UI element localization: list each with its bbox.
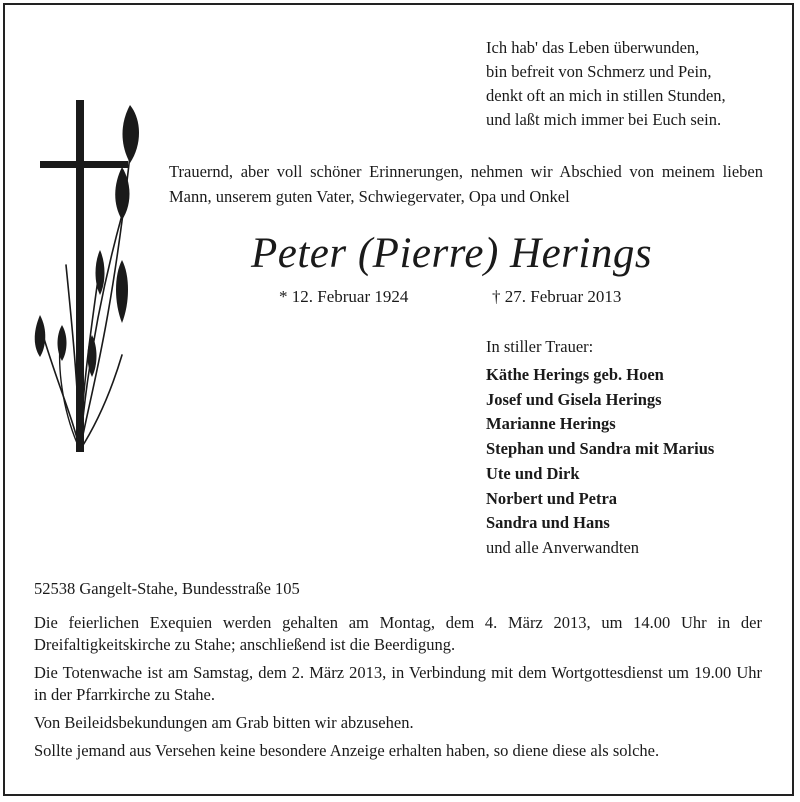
poem-line: denkt oft an mich in stillen Stunden, (486, 86, 726, 105)
notice-exequies: Die feierlichen Exequien werden gehalten am Montag, dem 4. März 2013, um 14.00 Uhr in der Dreifaltigkeitskirche zu Stahe; anschließend ist die Beerdigung. (34, 613, 762, 654)
mourner-name: Josef und Gisela Herings (486, 389, 662, 409)
poem-line: Ich hab' das Leben überwunden, (486, 38, 700, 57)
mourner-name: Norbert und Petra (486, 488, 618, 508)
mourner-name: Marianne Herings (486, 414, 616, 434)
poem-line: bin befreit von Schmerz und Pein, (486, 62, 712, 81)
mourners-footer: und alle Anverwandten (486, 537, 640, 557)
notices (34, 612, 762, 768)
mourner-name: Sandra und Hans (486, 513, 610, 533)
address: 52538 Gangelt-Stahe, Bundesstraße 105 (34, 579, 300, 598)
cross-with-wheat-icon (30, 95, 158, 455)
notice-wake: Die Totenwache ist am Samstag, dem 2. März 2013, in Verbindung mit dem Wortgottesdienst um 19.00 Uhr in der Pfarrkirche zu Stahe. (34, 663, 762, 704)
mourner-name: Käthe Herings geb. Hoen (486, 365, 664, 384)
notice-condolences: Von Beileidsbekundungen am Grab bitten wir abzusehen. (34, 713, 414, 732)
intro-text: Trauernd, aber voll schöner Erinnerungen, nehmen wir Abschied von meinem lieben Mann, unserem guten Vater, Schwiegervater, Opa und Onkel (169, 162, 763, 206)
mourner-name: Stephan und Sandra mit Marius (486, 439, 715, 459)
deceased-name: Peter (Pierre) Herings (251, 230, 653, 277)
poem (486, 36, 726, 132)
mourners-list (486, 335, 714, 560)
mourner-name: Ute und Dirk (486, 463, 580, 483)
death-date: † 27. Februar 2013 (492, 287, 622, 306)
poem-line: und laßt mich immer bei Euch sein. (486, 110, 722, 129)
mourners-heading: In stiller Trauer: (486, 337, 594, 356)
birth-date: * 12. Februar 1924 (279, 287, 409, 306)
notice-announcement: Sollte jemand aus Versehen keine besondere Anzeige erhalten haben, so diene diese als solche. (34, 741, 660, 760)
